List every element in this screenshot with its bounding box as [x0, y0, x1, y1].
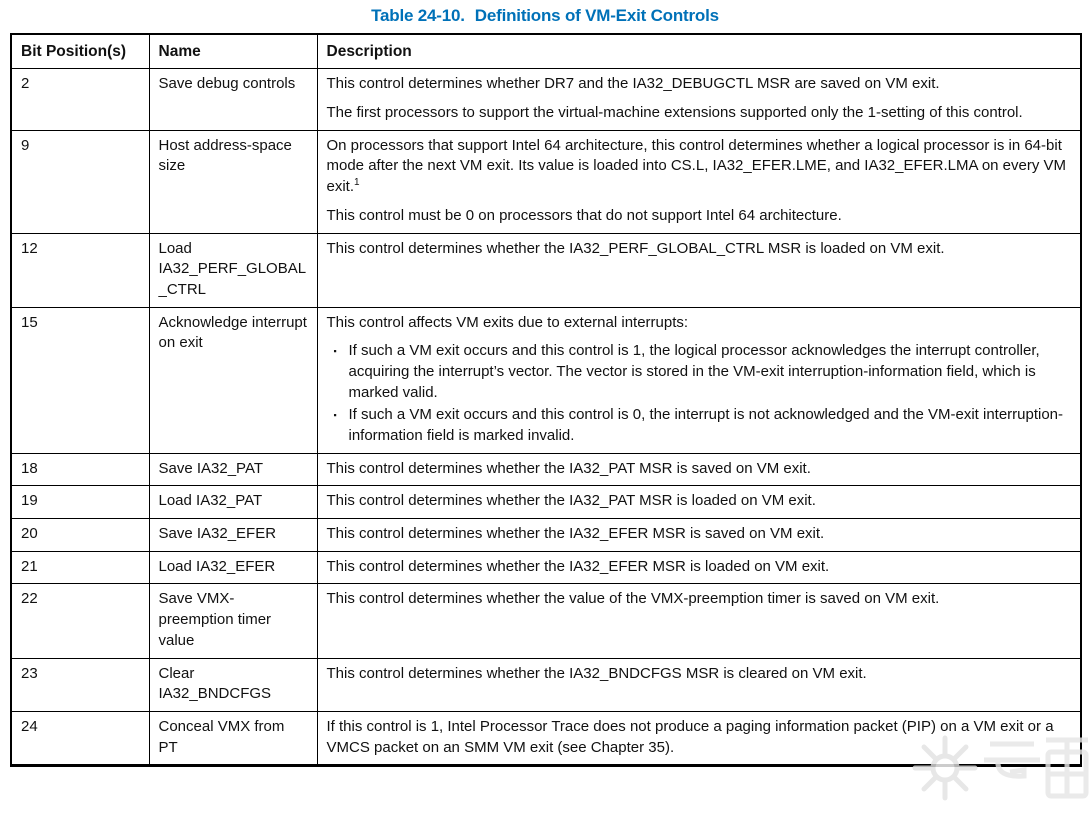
cell-description: [317, 307, 1081, 453]
cell-bit-position: 15: [11, 307, 149, 453]
cell-bit-position: 19: [11, 486, 149, 519]
cell-bit-position: 2: [11, 69, 149, 130]
cell-bit-position: 22: [11, 584, 149, 658]
description-paragraph: This control affects VM exits due to external interrupts:: [326, 313, 689, 331]
cell-description: [317, 711, 1081, 765]
table-body: [11, 69, 1081, 766]
cell-bit-position: 24: [11, 711, 149, 765]
bullet-icon: ▪: [333, 346, 337, 357]
footnote-marker: 1: [354, 177, 360, 189]
column-header-name: Name: [149, 34, 317, 69]
description-paragraph: This control determines whether the IA32_BNDCFGS MSR is cleared on VM exit.: [326, 664, 867, 682]
table-row: [11, 486, 1081, 519]
cell-description: [317, 233, 1081, 307]
column-header-bit-positions: Bit Position(s): [11, 34, 149, 69]
cell-bit-position: 21: [11, 551, 149, 584]
table-row: [11, 519, 1081, 552]
cell-control-name: Save IA32_EFER: [149, 519, 317, 552]
cell-description: [317, 519, 1081, 552]
cell-description: [317, 658, 1081, 711]
cell-control-name: Save debug controls: [149, 69, 317, 130]
table-row: [11, 69, 1081, 130]
table-row: [11, 711, 1081, 765]
table-title-text: Definitions of VM-Exit Controls: [474, 6, 719, 25]
cell-bit-position: 18: [11, 453, 149, 486]
table-row: [11, 584, 1081, 658]
cell-control-name: Conceal VMX from PT: [149, 711, 317, 765]
description-paragraph: This control determines whether the IA32_PERF_GLOBAL_CTRL MSR is loaded on VM exit.: [326, 239, 945, 257]
table-row: [11, 307, 1081, 453]
table-row: [11, 658, 1081, 711]
description-paragraph: This control must be 0 on processors that do not support Intel 64 architecture.: [326, 206, 842, 224]
bullet-icon: ▪: [333, 410, 337, 421]
table-row: [11, 233, 1081, 307]
cell-description: [317, 130, 1081, 233]
column-header-description: Description: [317, 34, 1081, 69]
cell-control-name: Load IA32_EFER: [149, 551, 317, 584]
cell-control-name: Save VMX-preemption timer value: [149, 584, 317, 658]
description-paragraph: The first processors to support the virtual-machine extensions supported only the 1-setting of this control.: [326, 104, 1023, 122]
description-bullet-item: [327, 405, 1072, 446]
description-bullet-item: [327, 341, 1072, 403]
cell-description: [317, 551, 1081, 584]
cell-control-name: Load IA32_PAT: [149, 486, 317, 519]
cell-control-name: Save IA32_PAT: [149, 453, 317, 486]
description-paragraph: This control determines whether the IA32_PAT MSR is loaded on VM exit.: [326, 492, 816, 510]
table-header-row: [11, 34, 1081, 69]
bullet-text: If such a VM exit occurs and this control is 0, the interrupt is not acknowledged and the VM-exit interruption-information field is marked invalid.: [348, 406, 1064, 444]
cell-description: [317, 584, 1081, 658]
description-paragraph: This control determines whether the IA32_PAT MSR is saved on VM exit.: [326, 459, 811, 477]
description-paragraph: This control determines whether the IA32_EFER MSR is saved on VM exit.: [326, 525, 825, 543]
description-paragraph: This control determines whether the value of the VMX-preemption timer is saved on VM exit.: [326, 590, 940, 608]
description-paragraph: This control determines whether the IA32_EFER MSR is loaded on VM exit.: [326, 557, 830, 575]
description-paragraph: This control determines whether DR7 and the IA32_DEBUGCTL MSR are saved on VM exit.: [326, 75, 940, 93]
cell-bit-position: 12: [11, 233, 149, 307]
table-row: [11, 130, 1081, 233]
cell-control-name: Host address-space size: [149, 130, 317, 233]
cell-control-name: Acknowledge interrupt on exit: [149, 307, 317, 453]
cell-control-name: Load IA32_PERF_GLOBAL_CTRL: [149, 233, 317, 307]
table-row: [11, 453, 1081, 486]
description-paragraph: If this control is 1, Intel Processor Trace does not produce a paging information packet (PIP) on a VM exit or a VMCS packet on an SMM VM exit (see Chapter 35).: [326, 717, 1054, 756]
description-paragraph: On processors that support Intel 64 architecture, this control determines whether a logical processor is in 64-bit mode after the next VM exit. Its value is loaded into CS.L, IA32_EFER.LME, and IA32_EFER.LMA on every VM exit.$^1$: [326, 136, 1067, 196]
cell-bit-position: 9: [11, 130, 149, 233]
cell-description: [317, 486, 1081, 519]
table-row: [11, 551, 1081, 584]
bullet-text: If such a VM exit occurs and this control is 1, the logical processor acknowledges the interrupt controller, acquiring the interrupt’s vector. The vector is stored in the VM-exit interruption-information field, which is marked valid.: [348, 342, 1040, 401]
cell-description: [317, 453, 1081, 486]
vm-exit-controls-table: [10, 33, 1082, 767]
cell-control-name: Clear IA32_BNDCFGS: [149, 658, 317, 711]
cell-description: [317, 69, 1081, 130]
table-title-number: Table 24-10.: [371, 6, 465, 25]
table-title: [0, 0, 1090, 26]
cell-bit-position: 23: [11, 658, 149, 711]
cell-bit-position: 20: [11, 519, 149, 552]
